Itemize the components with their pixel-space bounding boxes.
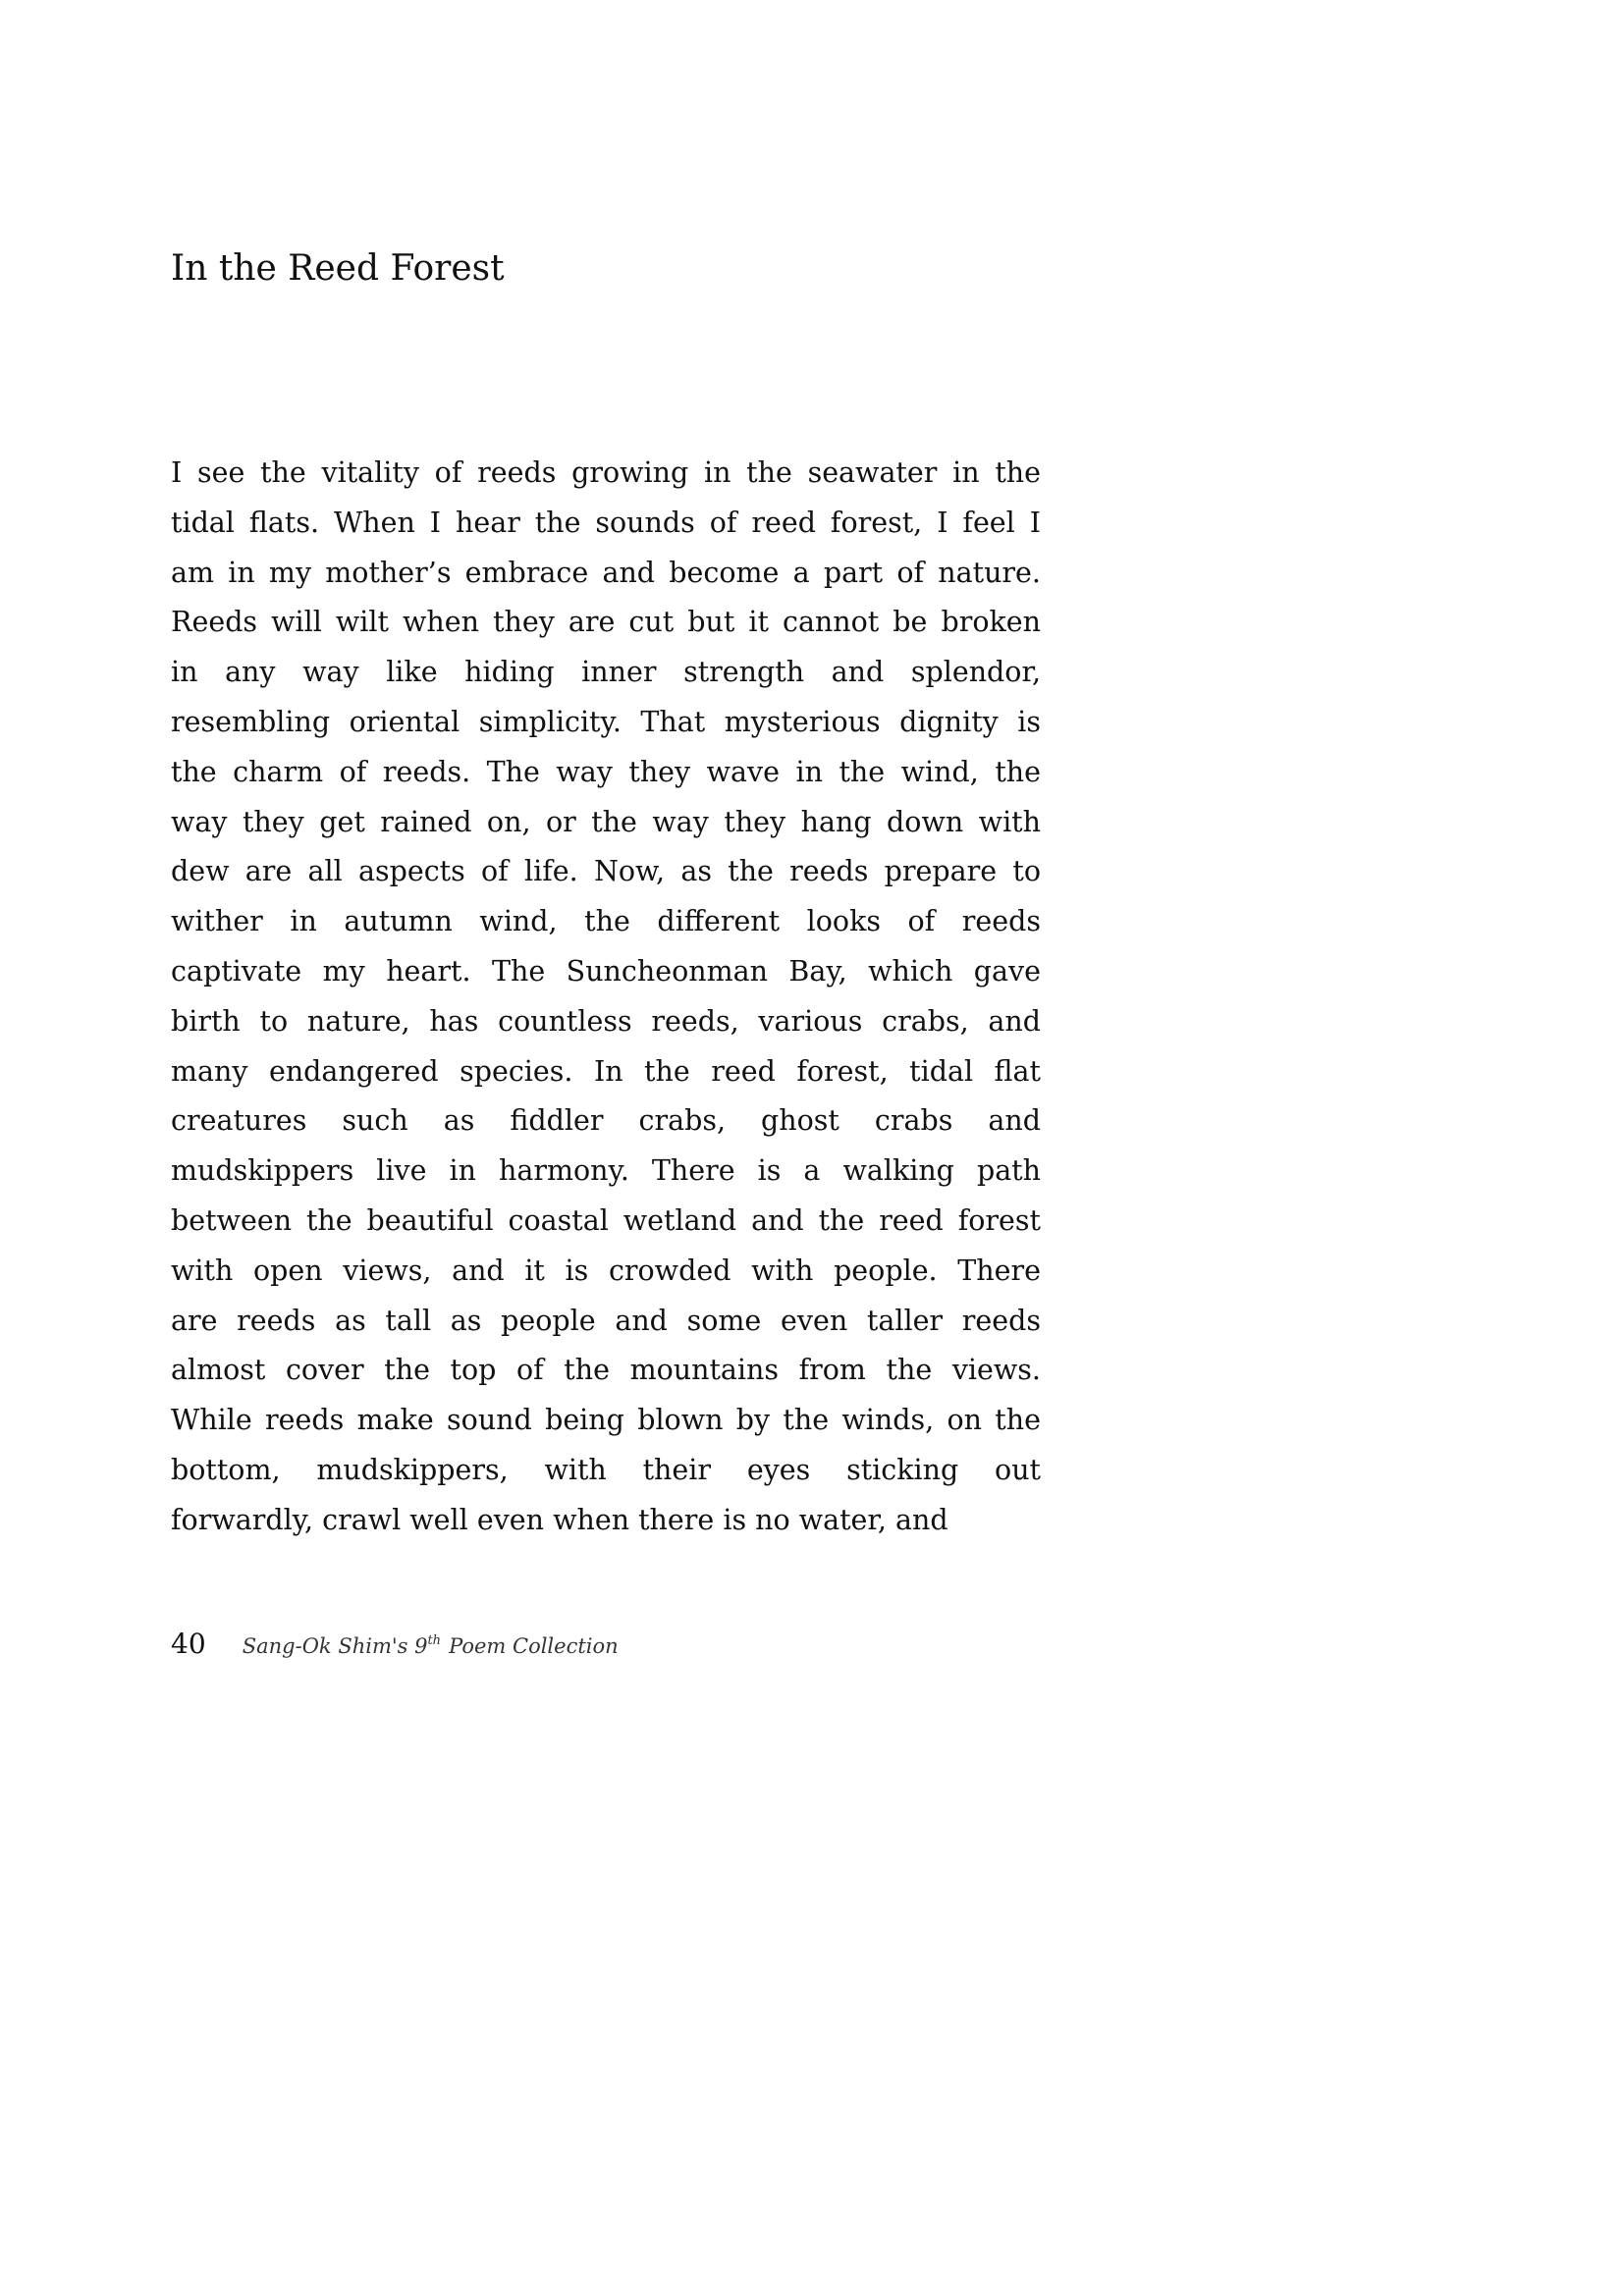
body-line-18: are reeds as tall as people and some even taller reeds — [171, 1304, 1041, 1337]
running-title-prefix: Sang-Ok Shim's 9 — [242, 1634, 428, 1658]
body-line-17: with open views, and it is crowded with people. There — [171, 1254, 1041, 1287]
body-line-6: resembling oriental simplicity. That mysterious dignity is — [171, 705, 1041, 738]
body-line-20: While reeds make sound being blown by the winds, on the — [171, 1404, 1041, 1437]
body-text — [171, 449, 1041, 1546]
page-title: In the Reed Forest — [171, 248, 505, 289]
body-line-12: birth to nature, has countless reeds, various crabs, and — [171, 1004, 1041, 1038]
running-title-superscript: th — [427, 1633, 442, 1648]
body-line-22: forwardly, crawl well even when there is no water, and — [171, 1503, 948, 1536]
body-line-14: creatures such as fiddler crabs, ghost crabs and — [171, 1104, 1041, 1138]
body-line-9: dew are all aspects of life. Now, as the reeds prepare to — [171, 855, 1041, 888]
body-line-8: way they get rained on, or the way they hang down with — [171, 805, 1041, 838]
body-line-5: in any way like hiding inner strength and splendor, — [171, 656, 1041, 689]
page-number: 40 — [171, 1628, 206, 1660]
body-line-3: am in my mother’s embrace and become a part of nature. — [171, 556, 1041, 589]
body-line-21: bottom, mudskippers, with their eyes sticking out — [171, 1453, 1041, 1486]
body-line-19: almost cover the top of the mountains from the views. — [171, 1354, 1041, 1387]
body-line-11: captivate my heart. The Suncheonman Bay, which gave — [171, 954, 1041, 988]
running-title — [243, 1634, 619, 1658]
body-line-7: the charm of reeds. The way they wave in the wind, the — [171, 755, 1041, 788]
body-line-1: I see the vitality of reeds growing in the seawater in the — [171, 456, 1041, 489]
body-line-13: many endangered species. In the reed forest, tidal flat — [171, 1054, 1041, 1088]
body-line-4: Reeds will wilt when they are cut but it cannot be broken — [171, 606, 1041, 639]
body-line-15: mudskippers live in harmony. There is a walking path — [171, 1154, 1041, 1188]
body-line-16: between the beautiful coastal wetland and the reed forest — [171, 1203, 1041, 1237]
body-line-10: wither in autumn wind, the different looks of reeds — [171, 905, 1041, 938]
page-footer — [171, 1622, 619, 1661]
running-title-suffix: Poem Collection — [449, 1634, 619, 1658]
body-line-2: tidal flats. When I hear the sounds of reed forest, I feel I — [171, 506, 1041, 539]
